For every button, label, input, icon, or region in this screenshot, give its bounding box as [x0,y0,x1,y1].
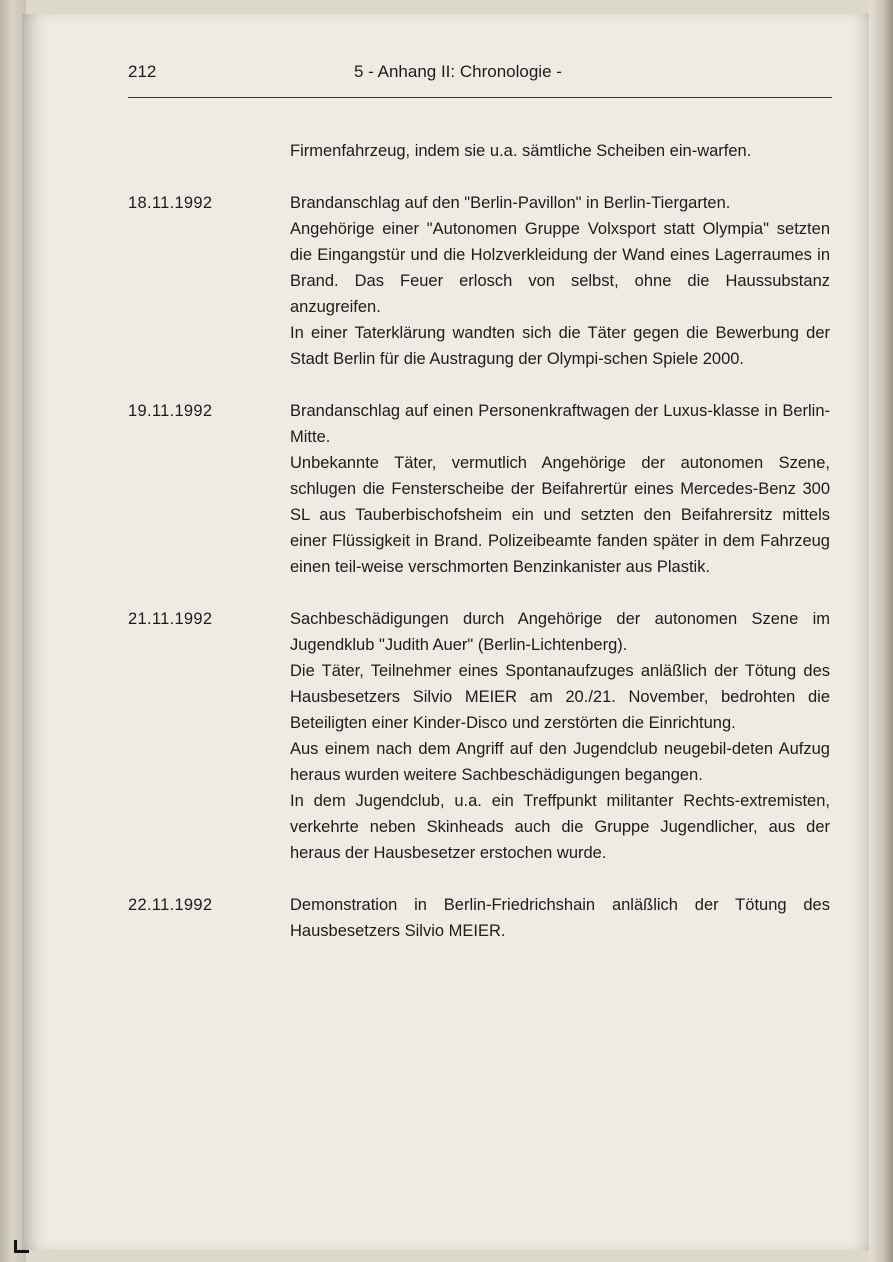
page-edge [869,0,893,1262]
entry-body [290,138,830,164]
entry-body [290,892,830,944]
entry-paragraph: Aus einem nach dem Angriff auf den Jugendclub neugebil-deten Aufzug heraus wurden weitere Sachbeschädigungen begangen. [290,740,830,784]
chronology-entry [128,606,832,866]
corner-mark [14,1240,29,1253]
entry-date: 22.11.1992 [128,896,213,914]
running-title: 5 - Anhang II: Chronologie - [354,62,562,81]
entry-paragraph: In einer Taterklärung wandten sich die Täter gegen die Bewerbung der Stadt Berlin für die Austragung der Olympi-schen Spiele 2000. [290,324,830,368]
entry-paragraph: Firmenfahrzeug, indem sie u.a. sämtliche Scheiben ein-warfen. [290,142,752,160]
entry-paragraph: Brandanschlag auf den "Berlin-Pavillon" in Berlin-Tiergarten. [290,194,731,212]
entry-paragraph: Angehörige einer "Autonomen Gruppe Volxsport statt Olympia" setzten die Eingangstür und die Holzverkleidung der Wand eines Lagerraumes in Brand. Das Feuer erlosch von selbst, ohne die Haussubstanz anzugreifen. [290,220,830,316]
entry-paragraph: Die Täter, Teilnehmer eines Spontanaufzuges anläßlich der Tötung des Hausbesetzers Silvio MEIER am 20./21. November, bedrohten die Beteiligten einer Kinder-Disco und zerstörten die Einrichtung. [290,662,830,732]
header-rule [128,97,832,98]
entry-paragraph: Demonstration in Berlin-Friedrichshain anläßlich der Tötung des Hausbesetzers Silvio MEIER. [290,896,830,940]
entry-date: 21.11.1992 [128,610,213,628]
chronology-list [128,138,832,944]
entry-date: 18.11.1992 [128,194,213,212]
chronology-entry [128,398,832,580]
entry-body [290,190,830,372]
chronology-entry [128,892,832,944]
entry-body [290,398,830,580]
entry-body [290,606,830,866]
chronology-entry [128,138,832,164]
entry-paragraph: Unbekannte Täter, vermutlich Angehörige der autonomen Szene, schlugen die Fensterscheibe der Beifahrertür eines Mercedes-Benz 300 SL aus Tauberbischofsheim ein und setzten den Beifahrersitz mittels einer Flüssigkeit in Brand. Polizeibeamte fanden später in dem Fahrzeug einen teil-weise verschmorten Benzinkanister aus Plastik. [290,454,830,576]
entry-date: 19.11.1992 [128,402,213,420]
page-number: 212 [128,62,157,81]
page-header [128,62,830,88]
entry-paragraph: Sachbeschädigungen durch Angehörige der autonomen Szene im Jugendklub "Judith Auer" (Berlin-Lichtenberg). [290,610,830,654]
entry-paragraph: Brandanschlag auf einen Personenkraftwagen der Luxus-klasse in Berlin-Mitte. [290,402,830,446]
chronology-entry [128,190,832,372]
entry-paragraph: In dem Jugendclub, u.a. ein Treffpunkt militanter Rechts-extremisten, verkehrte neben Skinheads auch die Gruppe Jugendlicher, aus der heraus der Hausbesetzer erstochen wurde. [290,792,830,862]
